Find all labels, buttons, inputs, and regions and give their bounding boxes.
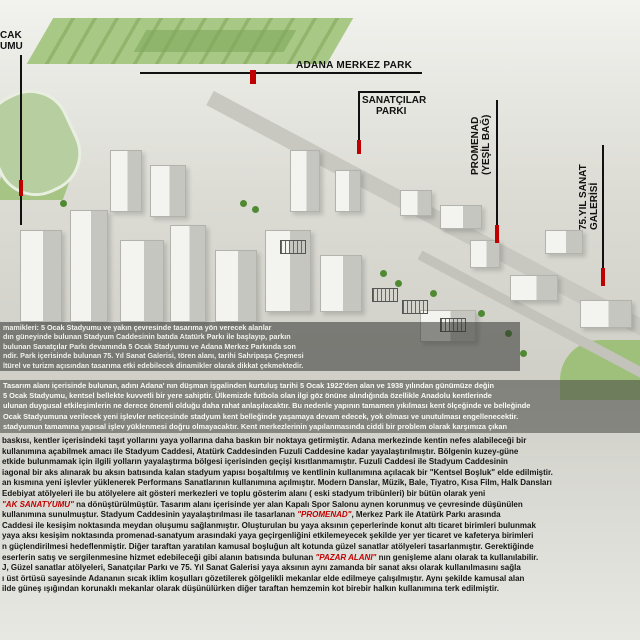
paragraph-line (2, 436, 640, 447)
text-run: ilde güneş ışığından korunaklı mekanlar olarak düşünülürken diğer taraftan hemzemin kot birebir halkın kullanımına terk edilmiştir. (2, 584, 500, 594)
building (320, 255, 362, 312)
building (120, 240, 164, 322)
paragraph-line: Ocak Stadyumuna verilecek yeni işlevler neticesinde stadyum kent belleğinde yaşamaya devam edecek, yok olması ve unutulması engellenecektir. (3, 411, 519, 421)
leader-line (20, 55, 22, 225)
label-5-ocak-stadyumu-partial (0, 30, 23, 52)
paragraph-line (2, 553, 640, 564)
pergola (402, 300, 428, 314)
leader-line (358, 91, 420, 93)
paragraph-line (2, 521, 640, 532)
tree (430, 290, 437, 297)
paragraph-line (2, 510, 640, 521)
paragraph-line: stadyumun tamamına yapısal işlev yüklenmesi doğru olmayacaktır. Kent merkezlerinin yapılanmasında ciddi bir problem olarak karşımıza çıkan (3, 421, 507, 431)
paragraph-line (2, 542, 640, 553)
label-left-line1: CAK (0, 30, 22, 41)
label-left-line2: UMU (0, 41, 23, 52)
label-sanatcilar-parki (362, 95, 426, 117)
paragraph-line (2, 531, 640, 542)
paragraph-line: mamikleri: 5 Ocak Stadyumu ve yakın çevresinde tasarıma yön verecek alanlar (3, 323, 272, 332)
red-marker (357, 140, 361, 154)
text-run: etkide bulunmamak için ilgili yolların yayalaştırma bölgesi içerisinden geçişi kısıtlanmamıştır. Fuzuli Caddesi ile Stadyum Caddesinin (2, 457, 508, 467)
label-promenad-line1: PROMENAD (470, 116, 481, 175)
building (510, 275, 558, 301)
label-sanatcilar-line2: PARKI (376, 106, 407, 117)
paragraph-line (2, 457, 640, 468)
label-adana-merkez-park: ADANA MERKEZ PARK (296, 60, 413, 71)
tree (60, 200, 67, 207)
label-75-yil-sanat-galerisi (578, 164, 600, 230)
paragraph-line (2, 584, 640, 595)
text-run: kullanımına sunulmuştur. Stadyum Caddesinin yayalaştırılması ile tasarlanan (2, 510, 298, 520)
building (290, 150, 320, 212)
text-run: n güçlendirilmesi hedeflenmiştir. Diğer taraftan yaratılan kamusal boşluğun alt kotunda güzel sanatlar atölyeleri tasarlanmıştır. Gerektiğinde (2, 541, 534, 551)
paragraph-line (2, 478, 640, 489)
paragraph-line: dın güneyinde bulunan Stadyum Caddesinin batıda Atatürk Parkı ile başlayıp, parkın (3, 332, 291, 342)
tree (520, 350, 527, 357)
stadium-field (0, 77, 94, 209)
text-run: yaya aksı kesişim noktasında promenad-sanatyum arasındaki yaya geçirgenliğini etkilemeyecek şekilde yer yer ticaret ve kafeterya birimleri (2, 531, 534, 541)
leader-line (496, 100, 498, 240)
label-sanatcilar-line1: SANATÇILAR (362, 95, 427, 106)
highlight-term: "PROMENAD" (297, 510, 352, 520)
text-run: eserlerin satış ve sergilenmesine hizmet edebileceği gibi alanın batısında bulunan (2, 552, 316, 562)
building (400, 190, 432, 216)
building (20, 230, 62, 322)
leader-line (602, 145, 604, 280)
text-run: kullanımına açabilmek amacı ile Stadyum Caddesi, Atatürk Caddesinden Fuzuli Caddesine kadar yayalaştırılmıştır. Bölgenin kuzey-güne (2, 446, 519, 456)
label-galeri-line2: GALERİSİ (589, 182, 600, 230)
paragraph-line: ndir. Park içerisinde bulunan 75. Yıl Sanat Galerisi, tören alanı, tarihi Sahripaşa Çeşmesi (3, 351, 304, 361)
text-run: an kısmına yeni işlevler yüklenerek Performans Sanatlarının kullanımına açılmıştır. Modern Danslar, Müzik, Bale, Tiyatro, Kısa Film, Halk Dansları (2, 478, 552, 488)
paragraph-line (2, 563, 640, 574)
building (170, 225, 206, 322)
text-run: na dönüştürülmüştür. Tasarım alanı içerisinde yer alan Kapalı Spor Salonu aynen korunmuş ve çevresinde düşünülen (73, 499, 523, 509)
text-band-dinamikler (0, 322, 520, 371)
building (440, 205, 482, 229)
building (470, 240, 500, 268)
paragraph-line (2, 447, 640, 458)
pergola (372, 288, 398, 302)
paragraph-line (2, 489, 640, 500)
red-marker (495, 225, 499, 243)
text-run: iagonal bir aks alınarak bu aksın batısında kalan stadyum yapısı boşaltılmış ve kentlinin kullanımına açılacak bir "Kentsel Boşluk" elde edilmiştir. (2, 467, 553, 477)
building (70, 210, 108, 322)
text-band-tasarim (0, 436, 640, 595)
red-marker (250, 70, 256, 84)
building (545, 230, 583, 254)
label-galeri-line1: 75.YIL SANAT (578, 164, 589, 230)
text-run: nın genişleme alanı olarak ta kullanılabilir. (376, 552, 539, 562)
paragraph-line (2, 468, 640, 479)
red-marker (601, 268, 605, 286)
highlight-term: "PAZAR ALANI" (315, 552, 377, 562)
building (110, 150, 142, 212)
paragraph-line (2, 500, 640, 511)
text-run: , Merkez Park ile Atatürk Parkı arasında (351, 510, 501, 520)
text-run: Edebiyat atölyeleri ile bu atölyelere ait gösteri merkezleri ve toplu gösterim alanı ( eski stadyum tribünleri) bir bütün olarak yeni (2, 488, 486, 498)
red-marker (19, 180, 23, 196)
building (150, 165, 186, 217)
paragraph-line: ltürel ve turizm açısından tasarıma etki edebilecek dinamikler olarak dikkat çekmektedir. (3, 360, 304, 370)
tree (252, 206, 259, 213)
text-run: baskısı, kentler içerisindeki taşıt yollarını yaya yollarına daha baskın bir noktaya getirmiştir. Adana merkezinde kentin nefes alabileceği bir (2, 436, 527, 445)
text-run: Caddesi ile kesişim noktasında meydan oluşumu sağlanmıştır. Oluşturulan bu yaya aksının çeperlerinde konut altı ticaret birimleri bulunmak (2, 520, 536, 530)
highlight-term: "AK SANATYUMU" (2, 499, 74, 509)
tree (395, 280, 402, 287)
paragraph-line (2, 574, 640, 585)
park-lawn (134, 30, 297, 52)
paragraph-line: bulunan Sanatçılar Parkı devamında 5 Ocak Stadyumu ve Adana Merkez Parkında son (3, 341, 296, 351)
building (215, 250, 257, 322)
leader-line (140, 72, 422, 74)
building (580, 300, 632, 328)
paragraph-line: Tasarım alanı içerisinde bulunan, adını Adana' nın düşman işgalinden kurtuluş tarihi 5 Ocak 1922'den alan ve 1938 yılından günümüze değin (3, 381, 495, 390)
label-promenad (470, 115, 492, 175)
text-run: ı üst örtüsü sayesinde Adananın sıcak iklim koşulları gözetilerek gölgelikli mekanlar elde edilmeye çalışılmıştır. Aynı şekilde kamusal alan (2, 573, 525, 583)
tree (478, 310, 485, 317)
paragraph-line: ulunan duygusal etkileşimlerin ne derece önemli olduğu daha rahat anlaşılacaktır. Bu nedenle yapının tamamen yıkılması kent ölçeğinde ve belleğinde (3, 401, 531, 411)
label-promenad-line2: (YEŞİL BAĞ) (481, 114, 492, 175)
pergola (280, 240, 306, 254)
tree (380, 270, 387, 277)
building (335, 170, 361, 212)
tree (240, 200, 247, 207)
text-run: J, Güzel sanatlar atölyeleri, Sanatçılar Parkı ve 75. Yıl Sanat Galerisi yaya aksının aynı zamanda bir sanat aksı olarak kullanılmasını sağla (2, 563, 521, 573)
text-band-stadyum (0, 380, 640, 433)
paragraph-line: 5 Ocak Stadyumu, kentsel bellekte kuvvetli bir yere sahiptir. Ülkemizde futbola olan ilgi göz önüne alındığında özellikle Anadolu kentlerinde (3, 391, 492, 401)
